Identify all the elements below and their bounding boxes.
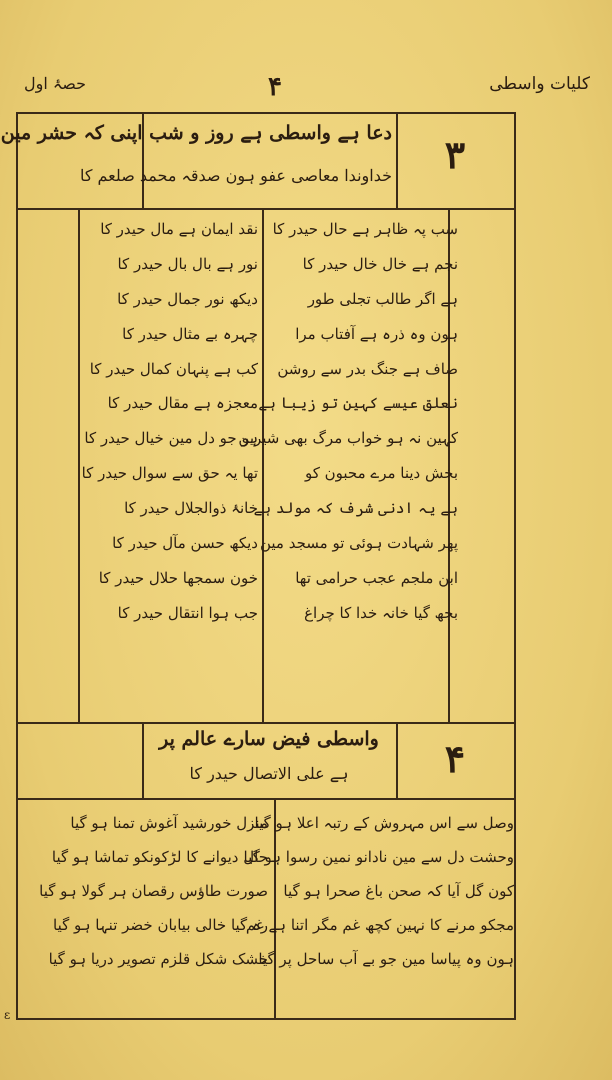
verse-line: وحشت دل سے مین نادانو نمین رسوا ہو گیا xyxy=(243,848,514,866)
rule-title3-right xyxy=(396,114,398,208)
verse-line: نعلق عیسے کہین تو زیبا ہے xyxy=(258,394,458,413)
section-3-title-line-1: دعا ہے واسطی ہے روز و شب اپنی کہ حشر مین xyxy=(0,122,392,144)
rule-col3-left xyxy=(78,208,80,722)
verse-line: منزل خورشید آغوش تمنا ہو گیا xyxy=(70,814,268,832)
part-label: حصۂ اول xyxy=(24,74,87,93)
section-4-left-column xyxy=(24,806,268,976)
verse-line: ہون وہ ذرہ ہے آفتاب مرا xyxy=(295,324,458,343)
verse-line: خون سمجھا حلال حیدر کا xyxy=(98,568,258,587)
verse-line: ہے یہ ادنی شرف کہ مولد ہے xyxy=(253,499,458,518)
section-4-title-line-2: ہے علی الاتصال حیدر کا xyxy=(189,764,349,783)
verse-line: خانۂ ذوالجلال حیدر کا xyxy=(124,499,258,518)
edge-mark: ε xyxy=(4,1008,11,1022)
verse-line: کون گل آیا کہ صحن باغ صحرا ہو گیا xyxy=(283,882,514,900)
section-3-right-column xyxy=(238,212,458,631)
verse-line: نور ہے بال بال حیدر کا xyxy=(117,254,258,273)
rule-title4-left xyxy=(142,722,144,798)
verse-line: پھر شہادت ہوئی تو مسجد مین xyxy=(259,534,458,553)
rule-title4-right xyxy=(396,722,398,798)
book-title-header: کلیات واسطی xyxy=(489,74,590,94)
verse-line: ہو جو دل مین خیال حیدر کا xyxy=(84,429,258,448)
verse-line: چہرہ بے مثال حیدر کا xyxy=(122,324,258,343)
verse-line: ہے اگر طالب تجلی طور xyxy=(307,289,458,308)
page-number: ۴ xyxy=(268,72,282,102)
verse-line: سب پہ ظاہر ہے حال حیدر کا xyxy=(272,220,458,238)
section-4-title-line-1: واسطی فیض سارے عالم پر xyxy=(159,728,379,750)
rule-before-section-4 xyxy=(18,722,514,724)
verse-line: کہین نہ ہو خواب مرگ بھی شیرین xyxy=(238,429,458,448)
verse-line: بخش دینا مرے محبون کو xyxy=(304,464,458,483)
rule-after-title-4 xyxy=(18,798,514,800)
verse-line: صاف ہے جنگ بدر سے روشن xyxy=(277,359,458,378)
verse-line: وصل سے اس مہروش کے رتبہ اعلا ہو گیا xyxy=(254,814,514,832)
verse-line: رہ گیا خالی بیابان خضر تنہا ہو گیا xyxy=(53,916,268,934)
verse-line: نقد ایمان ہے مال حیدر کا xyxy=(100,220,258,238)
verse-line: دیکھ حسن مآل حیدر کا xyxy=(112,534,258,553)
verse-line: کب ہے پنہان کمال حیدر کا xyxy=(89,359,258,378)
section-3-title-line-2: خداوندا معاصی عفو ہون صدقہ محمد صلعم کا xyxy=(79,166,392,185)
section-3-left-column xyxy=(82,212,258,631)
verse-line: بجھ گیا خانہ خدا کا چراغ xyxy=(304,603,458,622)
verse-line: حال دیوانے کا لڑکونکو تماشا ہو گیا xyxy=(51,848,268,866)
rule-col3-mid xyxy=(262,208,264,722)
section-4-right-column xyxy=(243,806,514,976)
section-3-number: ۳ xyxy=(444,132,466,177)
verse-line: دیکھ نور جمال حیدر کا xyxy=(117,289,258,308)
verse-line: خشک شکل قلزم تصویر دریا ہو گیا xyxy=(48,950,268,968)
verse-line: جب ہوا انتقال حیدر کا xyxy=(117,603,258,622)
verse-line: نجم ہے خال خال حیدر کا xyxy=(302,254,458,273)
section-4-number: ۴ xyxy=(444,736,466,781)
poem-table-frame xyxy=(0,112,516,1020)
verse-line: ابن ملجم عجب حرامی تھا xyxy=(295,568,458,587)
verse-line: تھا یہ حق سے سوال حیدر کا xyxy=(81,464,258,483)
verse-line: ہون وہ پیاسا مین جو بے آب ساحل پر گیا xyxy=(258,950,514,968)
verse-line: معجزہ ہے مقال حیدر کا xyxy=(107,394,258,413)
verse-line: صورت طاؤس رقصان ہر گولا ہو گیا xyxy=(39,882,268,900)
verse-line: مجکو مرنے کا نہین کچھ غم مگر اتنا ہے غم xyxy=(245,916,514,934)
rule-after-title-3 xyxy=(18,208,514,210)
